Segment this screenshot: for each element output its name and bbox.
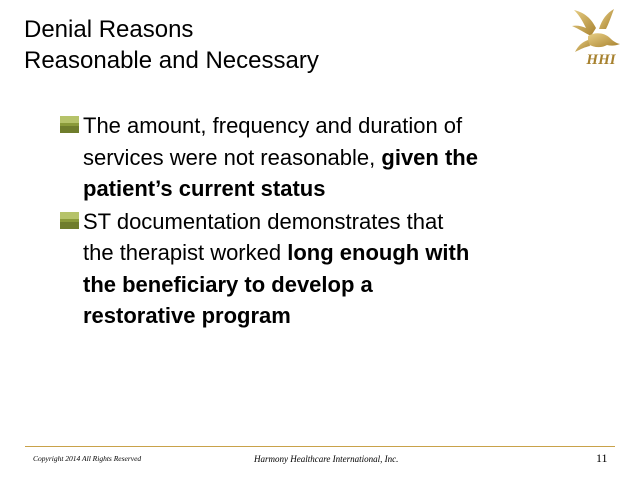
page-number: 11 [596, 451, 608, 465]
bullet-1-line-2-bold: given the [381, 144, 478, 170]
bullet-1-line-2 [83, 142, 620, 174]
hhi-logo [566, 6, 628, 68]
bullet-2-line-2 [83, 237, 620, 269]
bullet-2-line-2-regular: the therapist worked [83, 240, 282, 265]
bullet-square-icon [60, 116, 79, 133]
footer-company: Harmony Healthcare International, Inc. [254, 454, 399, 464]
slide-title [24, 14, 319, 76]
bullet-1-line-3: patient’s current status [83, 176, 326, 201]
bullet-2-line-4: restorative program [83, 303, 291, 328]
bullet-item [60, 206, 620, 332]
dove-logo-icon [566, 6, 628, 68]
bullet-item [60, 110, 620, 205]
bullet-1-line-2-regular: services were not reasonable, [83, 144, 376, 170]
footer-divider [25, 446, 615, 447]
bullet-2-line-3: the beneficiary to develop a [83, 271, 373, 297]
bullet-1-line-1: The amount, frequency and duration of [83, 113, 463, 138]
footer-copyright: Copyright 2014 All Rights Reserved [33, 454, 142, 463]
title-line-1: Denial Reasons [24, 16, 194, 43]
bullet-2-line-1: ST documentation demonstrates that [83, 208, 444, 234]
title-line-2: Reasonable and Necessary [24, 47, 319, 74]
slide-body [60, 110, 620, 333]
svg-text:HHI: HHI [586, 52, 616, 68]
bullet-2-line-2-bold: long enough with [287, 240, 470, 265]
bullet-square-icon [60, 212, 79, 229]
